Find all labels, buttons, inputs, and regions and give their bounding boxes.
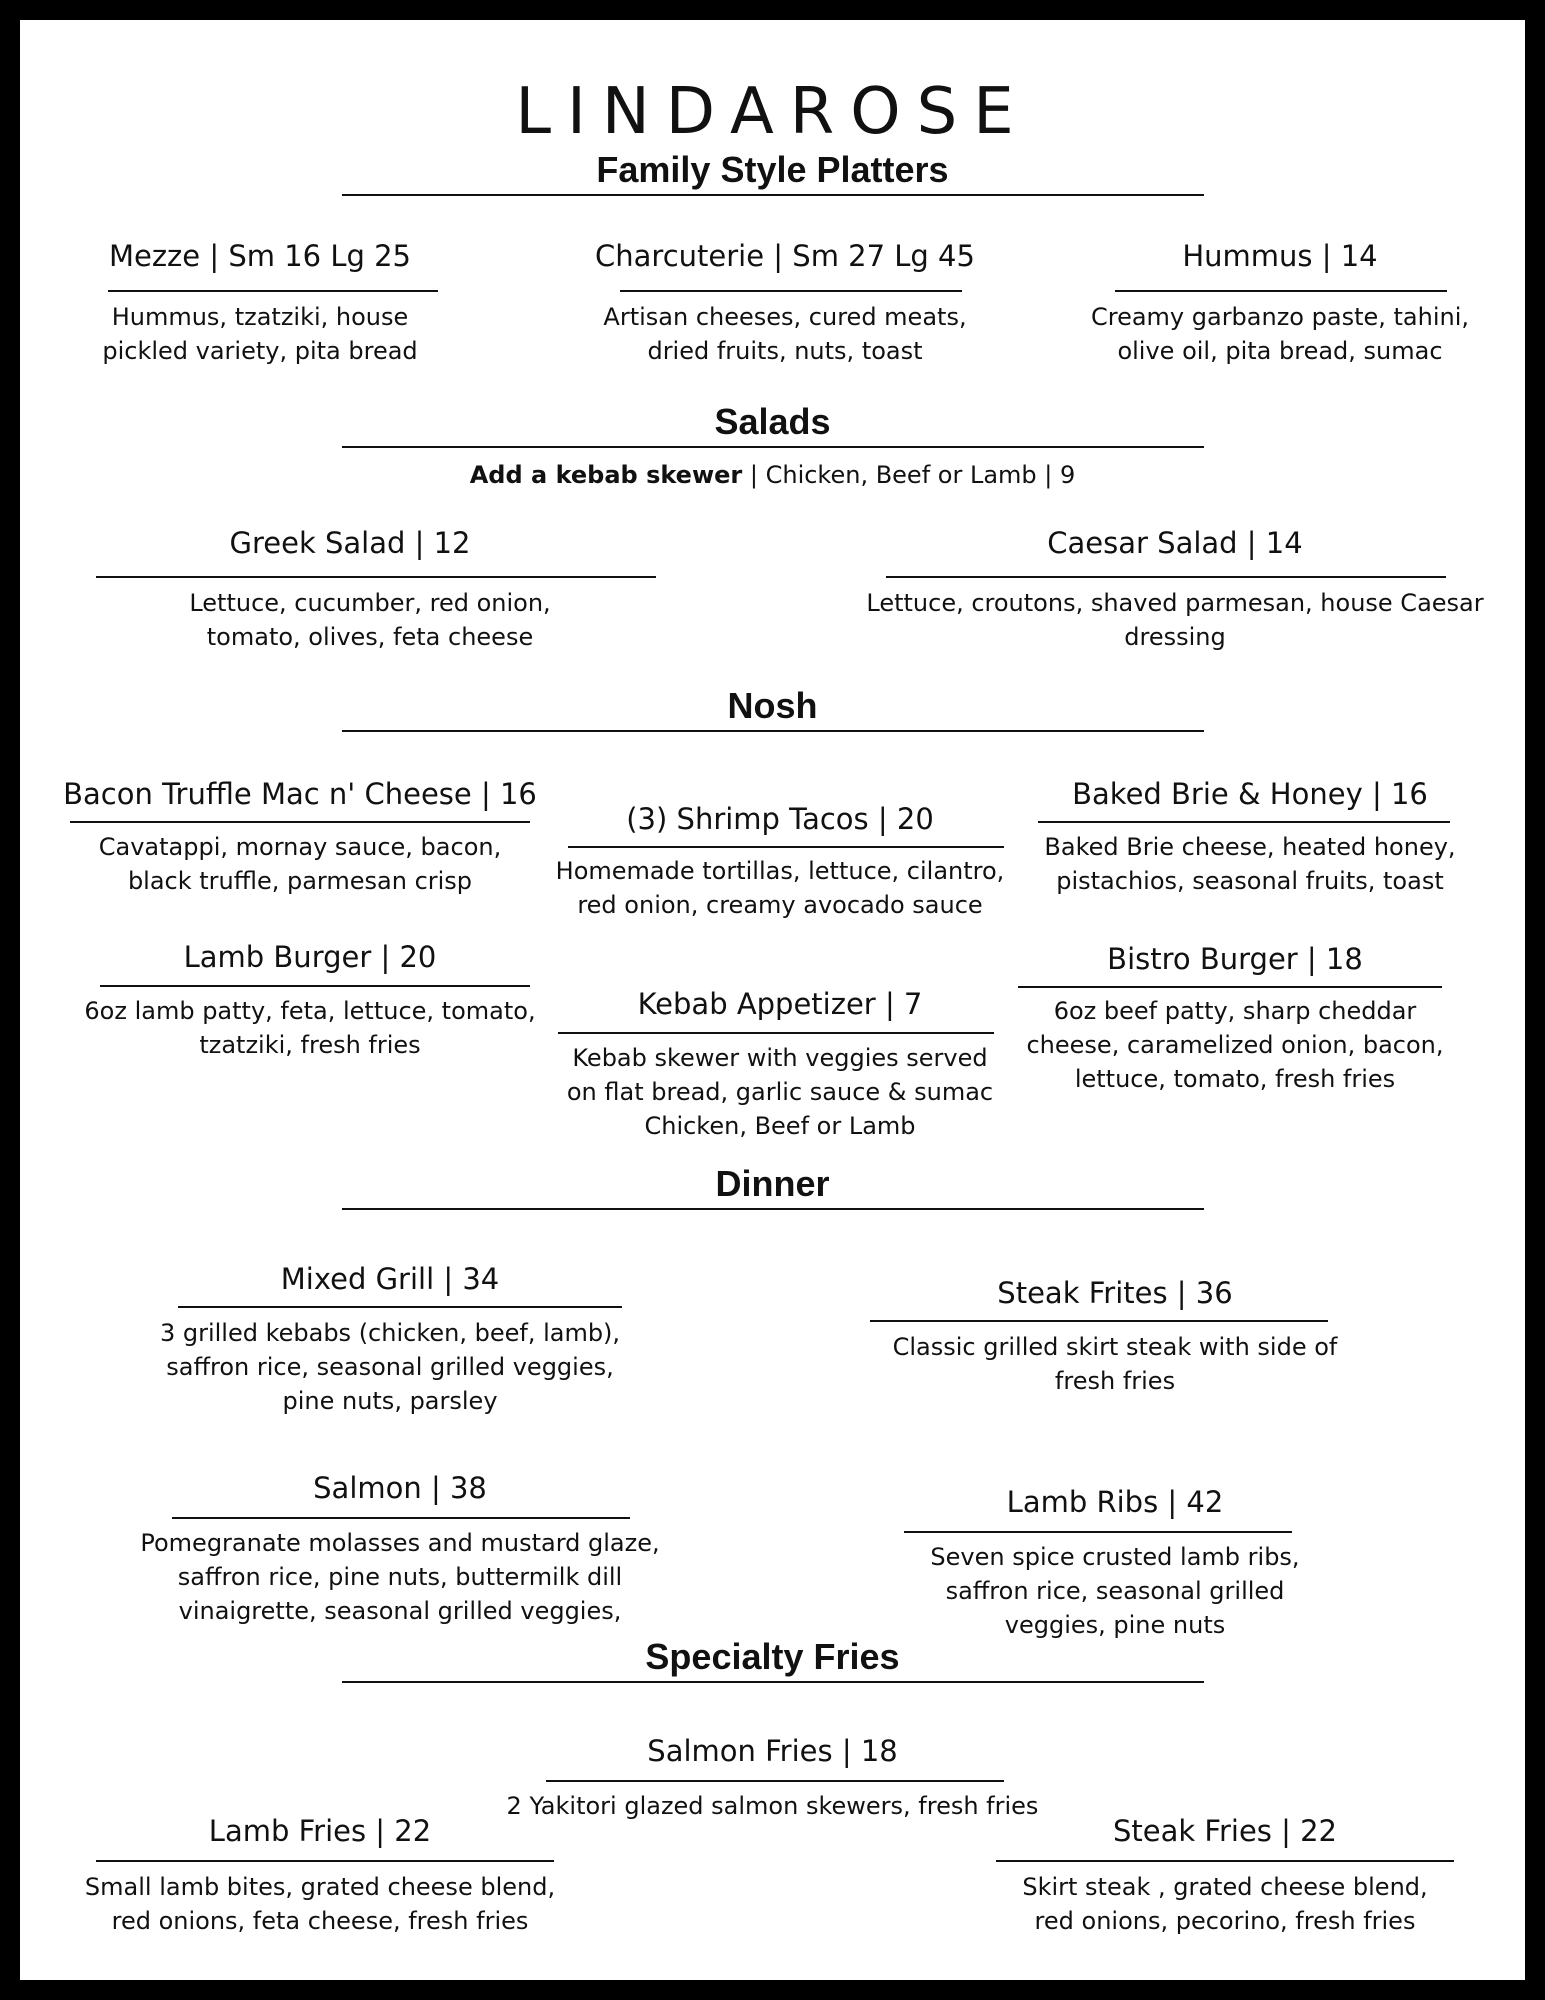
item-title-kebab-appetizer: Kebab Appetizer | 7 bbox=[637, 987, 923, 1021]
item-desc-steak-fries bbox=[985, 1870, 1465, 1938]
desc-line: saffron rice, seasonal grilled bbox=[945, 1577, 1285, 1605]
desc-line: 6oz beef patty, sharp cheddar bbox=[1053, 997, 1417, 1025]
desc-line: Chicken, Beef or Lamb bbox=[644, 1112, 916, 1140]
item-desc-steak-frites bbox=[865, 1330, 1365, 1398]
section-divider bbox=[342, 730, 1204, 732]
desc-line: Artisan cheeses, cured meats, bbox=[603, 303, 967, 331]
desc-line: Homemade tortillas, lettuce, cilantro, bbox=[555, 857, 1005, 885]
item-title-salmon: Salmon | 38 bbox=[313, 1471, 487, 1505]
item-desc-lamb-ribs bbox=[890, 1540, 1340, 1642]
item-divider bbox=[620, 290, 962, 292]
desc-line: Hummus, tzatziki, house bbox=[111, 303, 409, 331]
item-desc-kebab-appetizer bbox=[550, 1041, 1010, 1143]
item-desc-salmon bbox=[130, 1526, 670, 1628]
desc-line: veggies, pine nuts bbox=[1004, 1611, 1226, 1639]
desc-line: Cavatappi, mornay sauce, bacon, bbox=[98, 833, 502, 861]
item-desc-salmon-fries bbox=[500, 1789, 1045, 1823]
item-desc-mezze bbox=[70, 300, 450, 368]
desc-line: black truffle, parmesan crisp bbox=[127, 867, 473, 895]
item-title-mac-cheese: Bacon Truffle Mac n' Cheese | 16 bbox=[63, 777, 537, 811]
item-title-lamb-ribs: Lamb Ribs | 42 bbox=[1006, 1485, 1224, 1519]
desc-line: red onion, creamy avocado sauce bbox=[577, 891, 983, 919]
item-divider bbox=[996, 1860, 1454, 1862]
item-divider bbox=[546, 1780, 1004, 1782]
section-title-dinner: Dinner bbox=[715, 1163, 830, 1204]
desc-line: Classic grilled skirt steak with side of bbox=[892, 1333, 1338, 1361]
item-divider bbox=[1018, 986, 1442, 988]
desc-line: red onions, feta cheese, fresh fries bbox=[111, 1907, 529, 1935]
item-divider bbox=[558, 1032, 994, 1034]
item-divider bbox=[178, 1306, 622, 1308]
desc-line: Kebab skewer with veggies served bbox=[572, 1044, 988, 1072]
item-title-mezze: Mezze | Sm 16 Lg 25 bbox=[108, 239, 412, 273]
item-desc-baked-brie bbox=[1025, 830, 1475, 898]
item-divider bbox=[886, 576, 1446, 578]
item-title-bistro-burger: Bistro Burger | 18 bbox=[1107, 942, 1363, 976]
note-rest: | Chicken, Beef or Lamb | 9 bbox=[742, 461, 1076, 489]
desc-line: pickled variety, pita bread bbox=[102, 337, 418, 365]
desc-line: 3 grilled kebabs (chicken, beef, lamb), bbox=[159, 1319, 621, 1347]
desc-line: pistachios, seasonal fruits, toast bbox=[1056, 867, 1444, 895]
desc-line: Baked Brie cheese, heated honey, bbox=[1044, 833, 1456, 861]
section-divider bbox=[342, 1208, 1204, 1210]
item-divider bbox=[568, 846, 1004, 848]
item-divider bbox=[70, 821, 530, 823]
brand-title: LINDAROSE bbox=[515, 75, 1030, 149]
item-title-lamb-fries: Lamb Fries | 22 bbox=[208, 1814, 432, 1848]
desc-line: dried fruits, nuts, toast bbox=[647, 337, 923, 365]
desc-line: Small lamb bites, grated cheese blend, bbox=[84, 1873, 556, 1901]
note-bold: Add a kebab skewer bbox=[469, 461, 743, 489]
section-title-platters: Family Style Platters bbox=[596, 149, 949, 190]
section-divider bbox=[342, 194, 1204, 196]
desc-line: Pomegranate molasses and mustard glaze, bbox=[140, 1529, 660, 1557]
item-desc-caesar-salad bbox=[855, 586, 1495, 654]
section-title-specialty-fries: Specialty Fries bbox=[645, 1636, 900, 1677]
item-divider bbox=[172, 1517, 630, 1519]
section-title-salads: Salads bbox=[714, 401, 831, 442]
item-desc-mac-cheese bbox=[50, 830, 550, 898]
salads-kebab-note bbox=[340, 458, 1205, 492]
item-desc-mixed-grill bbox=[150, 1316, 630, 1418]
item-title-baked-brie: Baked Brie & Honey | 16 bbox=[1072, 777, 1428, 811]
desc-line: dressing bbox=[1124, 623, 1226, 651]
item-divider bbox=[100, 985, 530, 987]
item-desc-greek-salad bbox=[90, 586, 650, 654]
item-divider bbox=[96, 576, 656, 578]
item-divider bbox=[870, 1320, 1328, 1322]
item-desc-shrimp-tacos bbox=[550, 854, 1010, 922]
desc-line: pine nuts, parsley bbox=[282, 1387, 498, 1415]
desc-line: Lettuce, cucumber, red onion, bbox=[189, 589, 551, 617]
item-divider bbox=[108, 290, 438, 292]
menu-page bbox=[20, 20, 1525, 1980]
item-title-hummus: Hummus | 14 bbox=[1182, 239, 1378, 273]
item-divider bbox=[904, 1531, 1292, 1533]
item-desc-bistro-burger bbox=[1015, 994, 1455, 1096]
item-title-greek-salad: Greek Salad | 12 bbox=[229, 526, 471, 560]
desc-line: 2 Yakitori glazed salmon skewers, fresh fries bbox=[506, 1792, 1039, 1820]
item-desc-lamb-fries bbox=[80, 1870, 560, 1938]
desc-line: olive oil, pita bread, sumac bbox=[1117, 337, 1443, 365]
desc-line: saffron rice, pine nuts, buttermilk dill bbox=[177, 1563, 623, 1591]
desc-line: on flat bread, garlic sauce & sumac bbox=[566, 1078, 994, 1106]
item-title-caesar-salad: Caesar Salad | 14 bbox=[1047, 526, 1303, 560]
item-title-steak-frites: Steak Frites | 36 bbox=[997, 1276, 1233, 1310]
desc-line: fresh fries bbox=[1054, 1367, 1176, 1395]
desc-line: 6oz lamb patty, feta, lettuce, tomato, bbox=[84, 997, 536, 1025]
item-desc-hummus bbox=[1070, 300, 1490, 368]
desc-line: Lettuce, croutons, shaved parmesan, house Caesar bbox=[866, 589, 1484, 617]
section-divider bbox=[342, 1681, 1204, 1683]
item-desc-lamb-burger bbox=[70, 994, 550, 1062]
desc-line: Skirt steak , grated cheese blend, bbox=[1022, 1873, 1428, 1901]
item-divider bbox=[1115, 290, 1447, 292]
item-title-mixed-grill: Mixed Grill | 34 bbox=[280, 1262, 500, 1296]
desc-line: Creamy garbanzo paste, tahini, bbox=[1090, 303, 1470, 331]
item-title-shrimp-tacos: (3) Shrimp Tacos | 20 bbox=[626, 802, 934, 836]
item-title-lamb-burger: Lamb Burger | 20 bbox=[183, 940, 437, 974]
desc-line: vinaigrette, seasonal grilled veggies, bbox=[178, 1597, 622, 1625]
desc-line: tzatziki, fresh fries bbox=[199, 1031, 421, 1059]
desc-line: tomato, olives, feta cheese bbox=[206, 623, 534, 651]
desc-line: saffron rice, seasonal grilled veggies, bbox=[166, 1353, 614, 1381]
section-title-nosh: Nosh bbox=[727, 685, 818, 726]
item-title-steak-fries: Steak Fries | 22 bbox=[1112, 1814, 1337, 1848]
item-title-salmon-fries: Salmon Fries | 18 bbox=[647, 1734, 898, 1768]
item-title-charcuterie: Charcuterie | Sm 27 Lg 45 bbox=[595, 239, 975, 273]
desc-line: cheese, caramelized onion, bacon, bbox=[1026, 1031, 1444, 1059]
desc-line: Seven spice crusted lamb ribs, bbox=[930, 1543, 1300, 1571]
item-divider bbox=[96, 1860, 554, 1862]
section-divider bbox=[342, 446, 1204, 448]
item-divider bbox=[1038, 821, 1450, 823]
desc-line: lettuce, tomato, fresh fries bbox=[1074, 1065, 1396, 1093]
desc-line: red onions, pecorino, fresh fries bbox=[1034, 1907, 1416, 1935]
item-desc-charcuterie bbox=[570, 300, 1000, 368]
